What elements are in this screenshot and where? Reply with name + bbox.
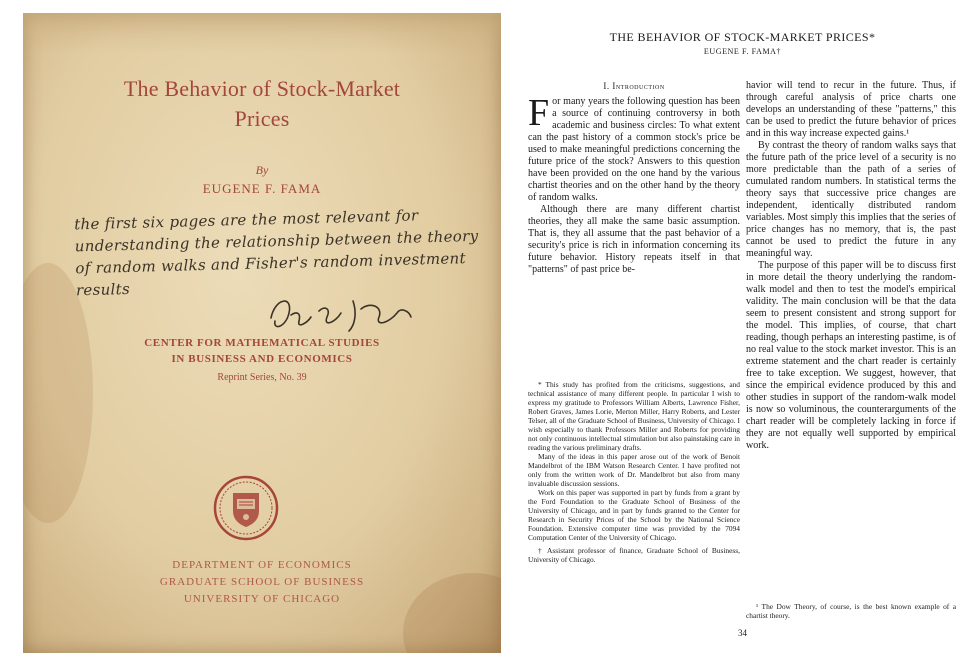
cover-dept-line3: UNIVERSITY OF CHICAGO	[183, 593, 341, 605]
footnotes-left	[528, 380, 740, 564]
cover-author: EUGENE F. FAMA	[202, 181, 322, 196]
book-cover	[23, 13, 501, 653]
section-heading: I. Introduction	[603, 81, 665, 91]
cover-center-line2: IN BUSINESS AND ECONOMICS	[171, 353, 353, 365]
paragraph-1-text: or many years the following question has been a source of continuing controversy in both academic and business circles: To what extent can the past history of a common stock's price be used to make meaningful predictions concerning the future price of the stock? Answers to this question have been provided on the one hand by the various chartist theories and on the other hand by the theory of random walks.	[528, 96, 740, 203]
cover-dept-line2: GRADUATE SCHOOL OF BUSINESS	[159, 576, 365, 588]
cover-stain	[23, 263, 93, 523]
paper-title: THE BEHAVIOR OF STOCK-MARKET PRICES*	[609, 30, 876, 44]
footnote-1: ¹ The Dow Theory, of course, is the best known example of a chartist theory.	[746, 602, 956, 620]
cover-reprint-series: Reprint Series, No. 39	[217, 372, 307, 383]
signature-icon	[261, 283, 421, 343]
footnotes-right	[746, 602, 956, 620]
paragraph-5: The purpose of this paper will be to discuss first in more detail the theory underlying the random-walk model and then to test the model's empirical validity. The main conclusion will be that the data seem to present consistent and strong support for the model. This implies, of course, that chart reading, though perhaps an interesting pastime, is of no real value to the stock market investor. This is an extreme statement and the chart reader is certainly free to take exception. We suggest, however, that since the empirical evidence produced by this and other studies in support of the random-walk model is now so voluminous, the counterarguments of the chart reader will be completely lacking in force if they are not equally well supported by empirical work.	[746, 260, 956, 451]
paragraph-2: Although there are many different chartist theories, they all make the same basic assumption. That is, they all assume that the past behavior of a security's price is rich in information concerning its future behavior. History repeats itself in that "patterns" of past price be-	[528, 204, 740, 275]
paragraph-3: havior will tend to recur in the future. Thus, if through careful analysis of price charts one develops an understanding of these "patterns," this can be used to predict the future behavior of prices and in this way increase expected gains.¹	[746, 80, 956, 139]
paragraph-1	[528, 92, 740, 204]
cover-dept-line1: DEPARTMENT OF ECONOMICS	[172, 559, 352, 571]
footnote-affiliation: † Assistant professor of finance, Graduate School of Business, University of Chicago.	[528, 546, 740, 564]
footnote-acknowledgment-2: Many of the ideas in this paper arose out of the work of Benoit Mandelbrot of the IBM Watson Research Center. I have profited not only from the written work of Dr. Mandelbrot but also from many invaluable discussion sessions.	[528, 452, 740, 488]
cover-title-line2: Prices	[234, 106, 290, 131]
cover-center-line1: CENTER FOR MATHEMATICAL STUDIES	[144, 337, 380, 349]
university-seal-icon	[213, 475, 279, 541]
paper-author: EUGENE F. FAMA†	[703, 47, 782, 56]
cover-by: By	[255, 163, 269, 177]
footnote-acknowledgment-3: Work on this paper was supported in part by funds from a grant by the Ford Foundation to the Graduate School of Business of the University of Chicago, and in part by funds granted to the Center for Research in Security Prices of the School by the National Science Foundation. Extensive computer time was provided by the 7094 Computation Center of the University of Chicago.	[528, 488, 740, 542]
paragraph-4: By contrast the theory of random walks says that the future path of the price level of a security is no more predictable than the path of a series of cumulated random numbers. In statistical terms the theory says that successive price changes are independent, identically distributed random variables. Most simply this implies that the series of price changes has no memory, that is, the past cannot be used to predict the future in any meaningful way.	[746, 140, 956, 259]
footnote-acknowledgment: * This study has profited from the criticisms, suggestions, and technical assistance of many different people. In particular I wish to express my gratitude to Professors William Alberts, Lawrence Fisher, Robert Graves, James Lorie, Merton Miller, Harry Roberts, and Lester Telser, all of the Graduate School of Business, University of Chicago. I wish especially to thank Professors Miller and Roberts for providing not only continuous intellectual stimulation but also painstaking care in reading the various preliminary drafts.	[528, 380, 740, 452]
drop-cap: F	[528, 92, 550, 134]
left-column	[528, 80, 740, 276]
right-column	[746, 80, 956, 452]
page-number: 34	[738, 628, 747, 638]
cover-title	[23, 74, 501, 134]
cover-title-line1: The Behavior of Stock-Market	[123, 76, 401, 101]
cover-edge-shadow	[23, 13, 501, 53]
paper-page	[512, 0, 973, 664]
handwritten-note: the first six pages are the most relevant for understanding the relationship between the theory of random walks and Fisher's random investment results	[73, 206, 479, 300]
